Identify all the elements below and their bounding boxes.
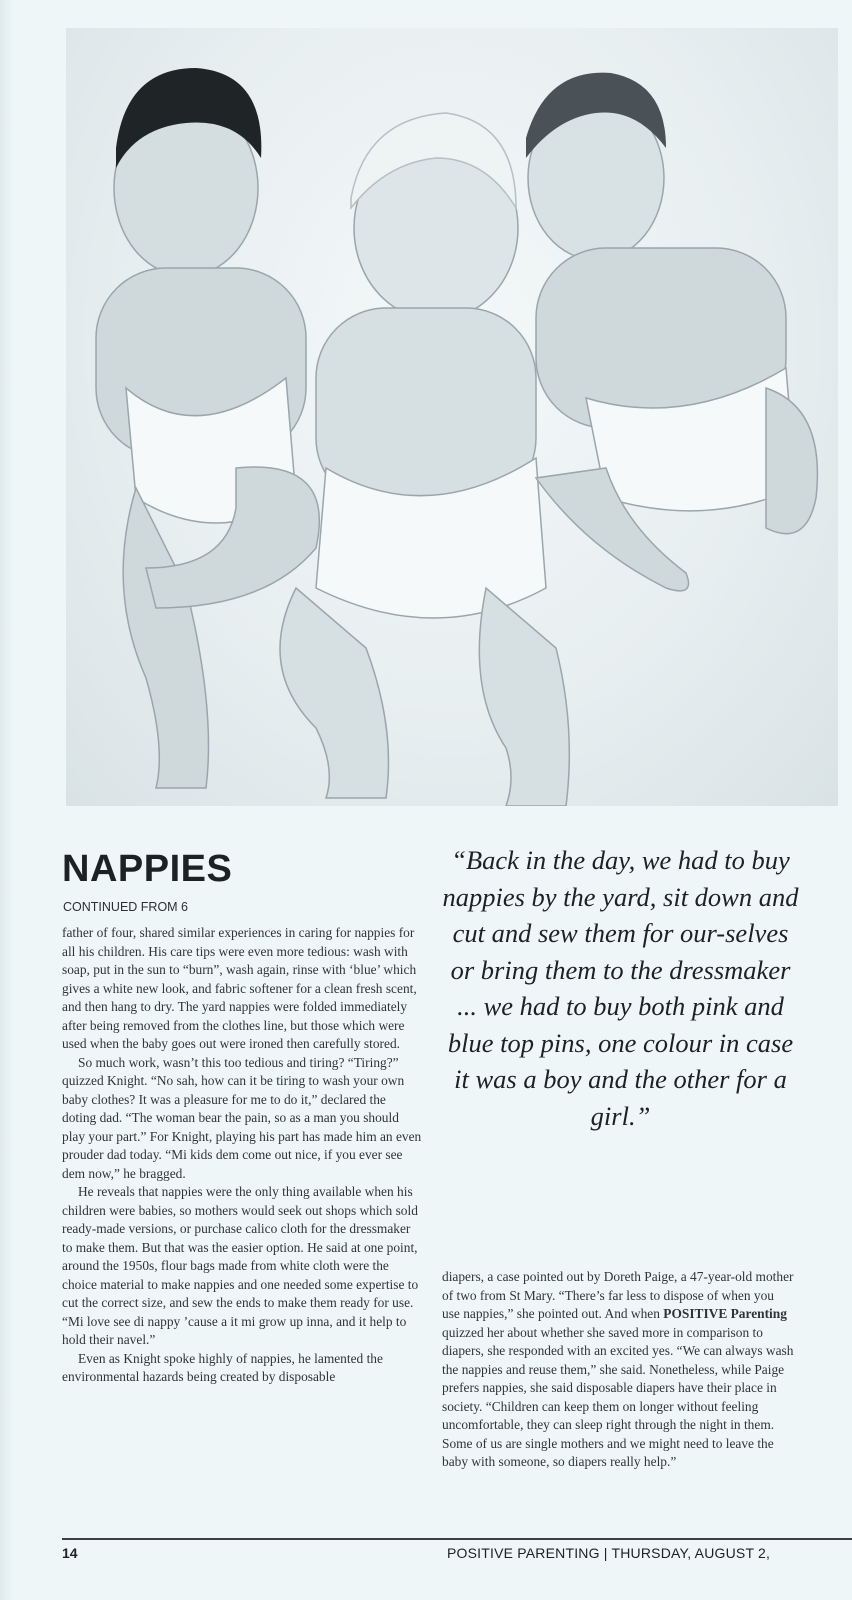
right-text-start: diapers, a case pointed out by Doreth Paige, a 47-year-old mother of two from St Mary. “There’s far less to dispose of when you use nappies,” she pointed out. And when — [442, 1269, 794, 1321]
continued-from-label: CONTINUED FROM 6 — [63, 900, 188, 914]
babies-photo — [66, 28, 838, 806]
footer-publication: POSITIVE PARENTING — [447, 1545, 600, 1561]
magazine-name-bold: POSITIVE Parenting — [663, 1306, 787, 1321]
baby-middle — [280, 113, 569, 806]
footer-date: THURSDAY, AUGUST 2, — [611, 1545, 771, 1561]
page-number: 14 — [62, 1545, 78, 1561]
pull-quote: “Back in the day, we had to buy nappies by the yard, sit down and cut and sew them for our-selves or bring them to the dressmaker ... we had to buy both pink and blue top pins, one colour in case it was a boy and the other for a girl.” — [442, 845, 799, 1131]
left-paragraph-4: Even as Knight spoke highly of nappies, he lamented the environmental hazards being created by disposable — [62, 1350, 383, 1384]
article-headline: NAPPIES — [62, 848, 233, 890]
right-text-end: quizzed her about whether she saved more in comparison to diapers, she responded with an excited yes. “We can always wash the nappies and reuse them,” she said. Nonetheless, while Paige prefers nappies, she said disposable diapers have their place in society. “Children can keep them on longer without feeling uncomfortable, they can sleep right through the night in them. Some of us are single mothers and we might need to leave the baby with someone, so diapers really help.” — [442, 1324, 794, 1469]
babies-illustration — [66, 28, 838, 806]
article-column-right — [442, 1268, 794, 1472]
baby-right — [526, 73, 817, 591]
article-column-left — [62, 924, 422, 1387]
footer-separator: | — [603, 1545, 608, 1561]
footer-publication-line — [447, 1545, 770, 1561]
left-paragraph-2: So much work, wasn’t this too tedious and tiring? “Tiring?” quizzed Knight. “No sah, how can it be tiring to wash your own baby clothes? It was a pleasure for me to do it,” declared the doting dad. “The woman bear the pain, so as a man you should play your part.” For Knight, playing his part has made him an even prouder dad today. “Mi kids dem come out nice, if you ever see dem now,” he bragged. — [62, 1054, 422, 1181]
right-paragraph — [442, 1268, 794, 1472]
left-paragraph-3: He reveals that nappies were the only thing available when his children were babies, so mothers would seek out shops which sold ready-made versions, or purchase calico cloth for the dressmaker to make them. But that was the easier option. He said at one point, around the 1950s, flour bags made from white cloth were the choice material to make nappies and one needed some expertise to cut the correct size, and sew the ends to make them ready for use. “Mi love see di nappy ’cause a it mi grow up inna, and it help to hold their navel.” — [62, 1184, 419, 1347]
left-paragraph-1: father of four, shared similar experiences in caring for nappies for all his children. His care tips were even more tedious: wash with soap, put in the sun to “burn”, wash again, rinse with ‘blue’ which gives a white new look, and fabric softener for a clean fresh scent, and then hang to dry. The yard nappies were folded immediately after being removed from the clothes line, but those which were used when the baby goes out were ironed then carefully stored. — [62, 925, 417, 1051]
footer-rule — [62, 1538, 852, 1540]
page-edge — [0, 0, 14, 1600]
